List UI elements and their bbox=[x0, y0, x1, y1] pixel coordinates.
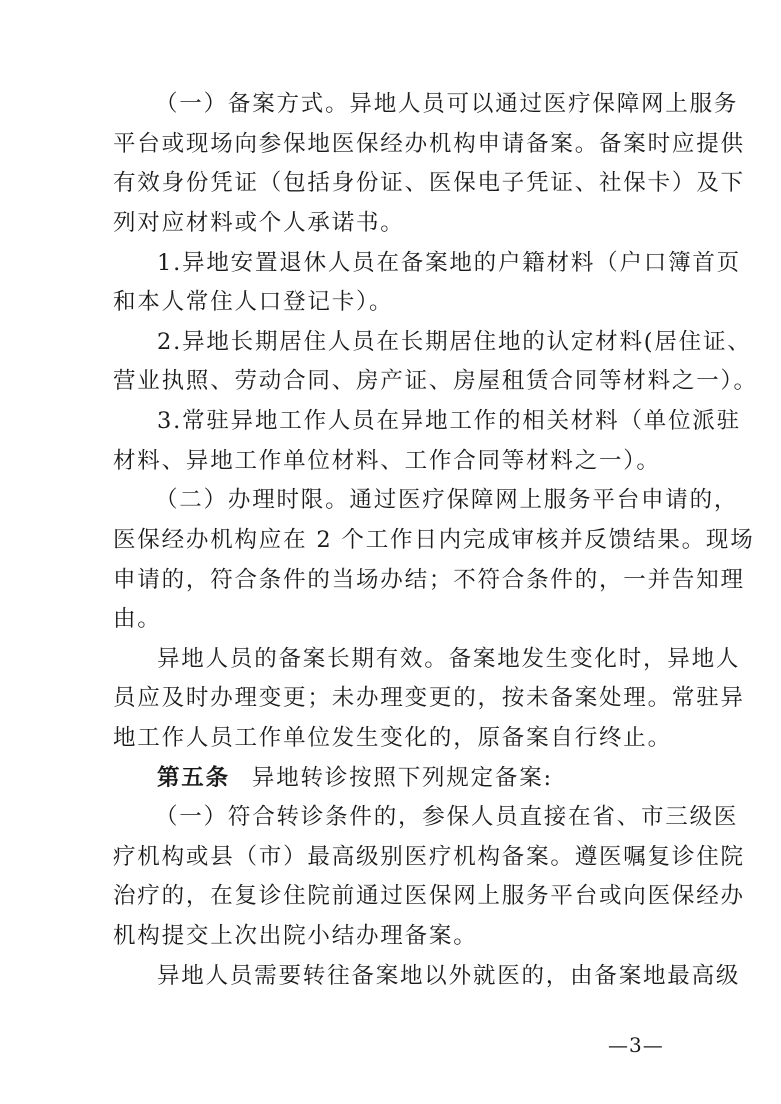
paragraph-line-9: 3.常驻异地工作人员在异地工作的相关材料（单位派驻 bbox=[157, 408, 741, 434]
paragraph-line-6: 和本人常住人口登记卡）。 bbox=[113, 289, 394, 315]
paragraph-line-21: 治疗的，在复诊住院前通过医保网上服务平台或向医保经办 bbox=[113, 883, 745, 909]
paragraph-line-23: 异地人员需要转往备案地以外就医的，由备案地最高级 bbox=[157, 963, 741, 989]
article-five-line bbox=[157, 765, 553, 791]
page-number: —3— bbox=[608, 1033, 664, 1057]
paragraph-line-16: 员应及时办理变更；未办理变更的，按未备案处理。常驻异 bbox=[113, 685, 745, 711]
paragraph-line-13: 申请的，符合条件的当场办结；不符合条件的，一并告知理 bbox=[113, 567, 745, 593]
paragraph-line-11: （二）办理时限。通过医疗保障网上服务平台申请的， bbox=[155, 487, 739, 513]
paragraph-line-7: 2.异地长期居住人员在长期居住地的认定材料(居住证、 bbox=[157, 329, 752, 355]
article-five-text: 异地转诊按照下列规定备案: bbox=[251, 765, 553, 791]
paragraph-line-20: 疗机构或县（市）最高级别医疗机构备案。遵医嘱复诊住院 bbox=[113, 844, 745, 870]
paragraph-line-8: 营业执照、劳动合同、房产证、房屋租赁合同等材料之一）。 bbox=[113, 368, 758, 394]
paragraph-line-2: 平台或现场向参保地医保经办机构申请备案。备案时应提供 bbox=[113, 131, 745, 157]
paragraph-line-4: 列对应材料或个人承诺书。 bbox=[113, 210, 405, 236]
article-five-heading: 第五条 bbox=[157, 765, 230, 791]
paragraph-line-15: 异地人员的备案长期有效。备案地发生变化时，异地人 bbox=[157, 646, 741, 672]
paragraph-line-5: 1.异地安置退休人员在备案地的户籍材料（户口簿首页 bbox=[157, 250, 741, 276]
paragraph-line-22: 机构提交上次出院小结办理备案。 bbox=[113, 923, 478, 949]
paragraph-line-17: 地工作人员工作单位发生变化的，原备案自行终止。 bbox=[113, 725, 672, 751]
paragraph-line-12: 医保经办机构应在 2 个工作日内完成审核并反馈结果。现场 bbox=[113, 527, 755, 553]
paragraph-line-1: （一）备案方式。异地人员可以通过医疗保障网上服务 bbox=[155, 91, 739, 117]
paragraph-line-19: （一）符合转诊条件的，参保人员直接在省、市三级医 bbox=[155, 804, 739, 830]
paragraph-line-14: 由。 bbox=[113, 606, 162, 632]
paragraph-line-3: 有效身份凭证（包括身份证、医保电子凭证、社保卡）及下 bbox=[113, 170, 745, 196]
paragraph-line-10: 材料、异地工作单位材料、工作合同等材料之一）。 bbox=[113, 448, 661, 474]
